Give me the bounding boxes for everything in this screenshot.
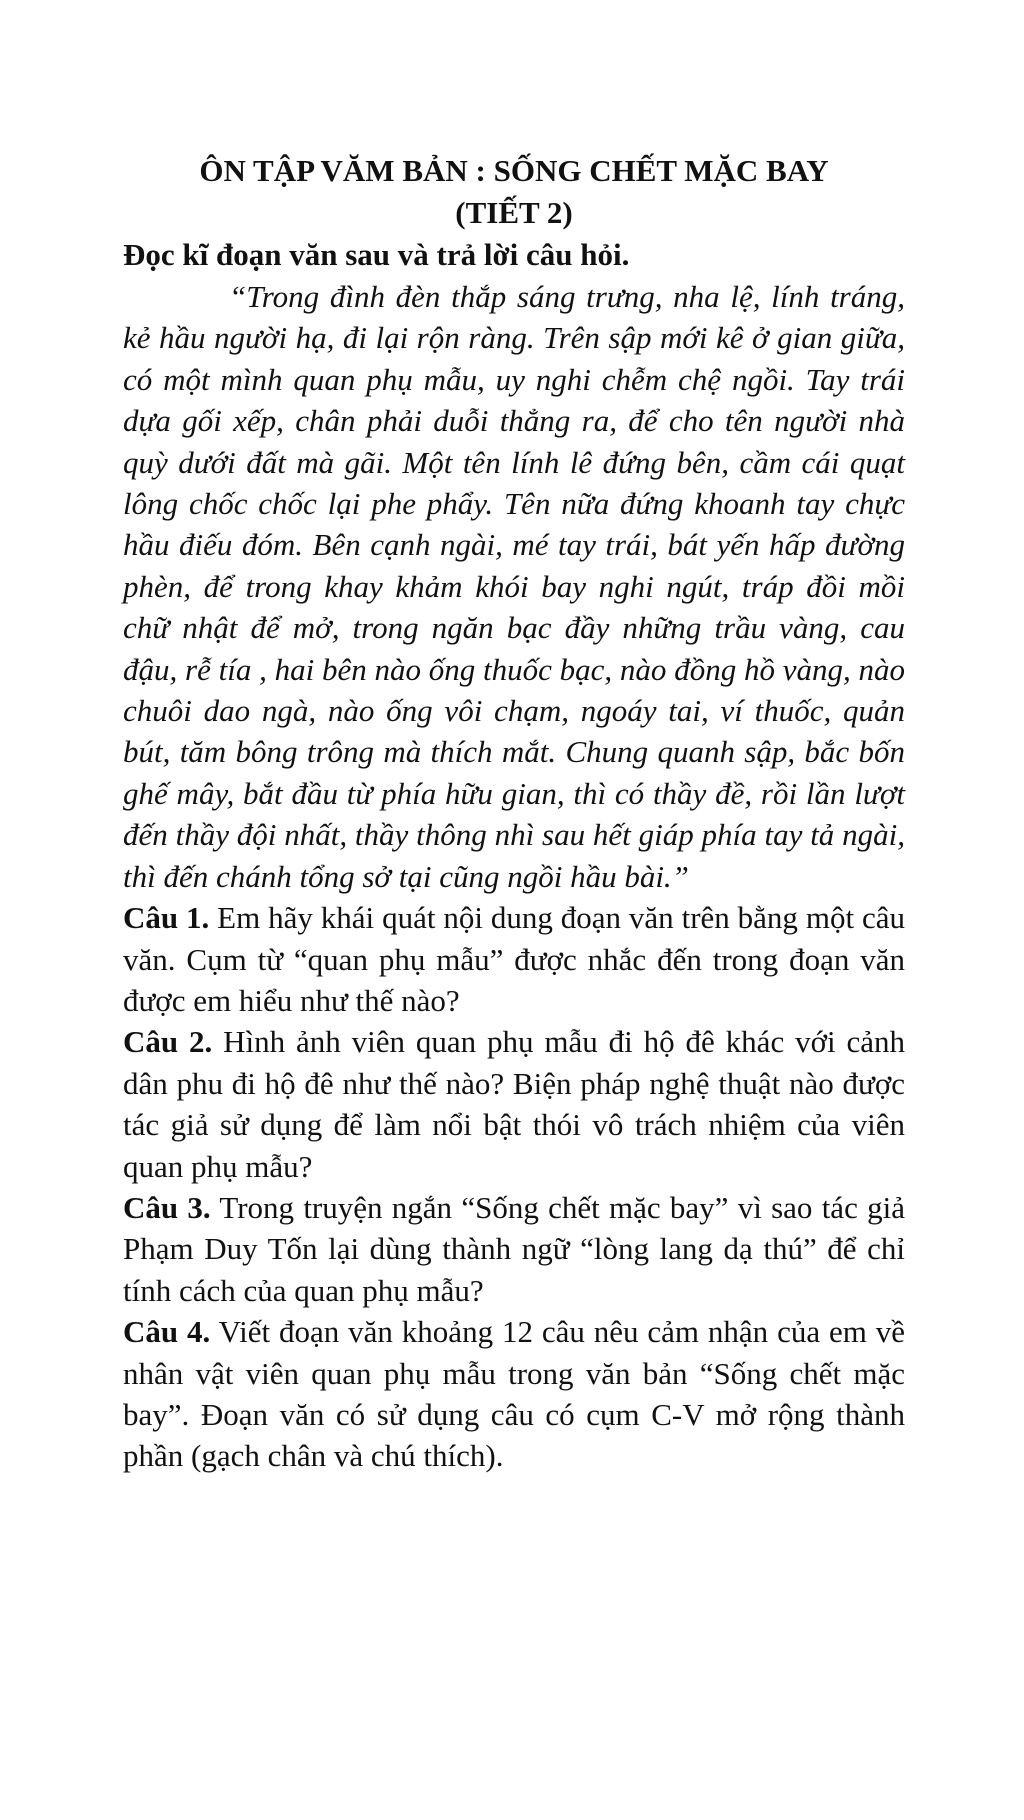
title-line-1: ÔN TẬP VĂM BẢN : SỐNG CHẾT MẶC BAY: [199, 153, 829, 188]
title-line-2: (TIẾT 2): [455, 195, 573, 230]
document-title: [123, 150, 905, 234]
instruction-text: Đọc kĩ đoạn văn sau và trả lời câu hỏi.: [123, 237, 630, 272]
document-page: [123, 150, 905, 1477]
question-text: Hình ảnh viên quan phụ mẫu đi hộ đê khác với cảnh dân phu đi hộ đê như thế nào? Biện pháp nghệ thuật nào được tác giả sử dụng để làm nổi bật thói vô trách nhiệm của viên quan phụ mẫu?: [123, 1024, 905, 1184]
question-label: Câu 3.: [123, 1189, 211, 1225]
question-text: Viết đoạn văn khoảng 12 câu nêu cảm nhận của em về nhân vật viên quan phụ mẫu trong văn bản “Sống chết mặc bay”. Đoạn văn có sử dụng câu có cụm C-V mở rộng thành phần (gạch chân và chú thích).: [123, 1314, 906, 1474]
passage-excerpt: “Trong đình đèn thắp sáng trưng, nha lệ, lính tráng, kẻ hầu người hạ, đi lại rộn ràng. Trên sập mới kê ở gian giữa, có một mình quan phụ mẫu, uy nghi chễm chệ ngồi. Tay trái dựa gối xếp, chân phải duỗi thẳng ra, để cho tên người nhà quỳ dưới đất mà gãi. Một tên lính lê đứng bên, cầm cái quạt lông chốc chốc lại phe phẩy. Tên nữa đứng khoanh tay chực hầu điếu đóm. Bên cạnh ngài, mé tay trái, bát yến hấp đường phèn, để trong khay khảm khói bay nghi ngút, tráp đồi mồi chữ nhật để mở, trong ngăn bạc đầy những trầu vàng, cau đậu, rễ tía , hai bên nào ống thuốc bạc, nào đồng hồ vàng, nào chuôi dao ngà, nào ống vôi chạm, ngoáy tai, ví thuốc, quản bút, tăm bông trông mà thích mắt. Chung quanh sập, bắc bốn ghế mây, bắt đầu từ phía hữu gian, thì có thầy đề, rồi lần lượt đến thầy đội nhất, thầy thông nhì sau hết giáp phía tay tả ngài, thì đến chánh tổng sở tại cũng ngồi hầu bài.”: [123, 279, 905, 894]
question-label: Câu 1.: [123, 900, 210, 936]
question-4: [123, 1311, 905, 1477]
question-3: [123, 1187, 905, 1311]
question-label: Câu 2.: [123, 1024, 213, 1060]
question-2: [123, 1021, 905, 1187]
question-text: Trong truyện ngắn “Sống chết mặc bay” vì sao tác giả Phạm Duy Tốn lại dùng thành ngữ “lòng lang dạ thú” để chỉ tính cách của quan phụ mẫu?: [123, 1189, 905, 1308]
question-1: [123, 897, 905, 1021]
question-text: Em hãy khái quát nội dung đoạn văn trên bằng một câu văn. Cụm từ “quan phụ mẫu” được nhắc đến trong đoạn văn được em hiểu như thế nào?: [123, 900, 905, 1018]
question-label: Câu 4.: [123, 1314, 211, 1350]
